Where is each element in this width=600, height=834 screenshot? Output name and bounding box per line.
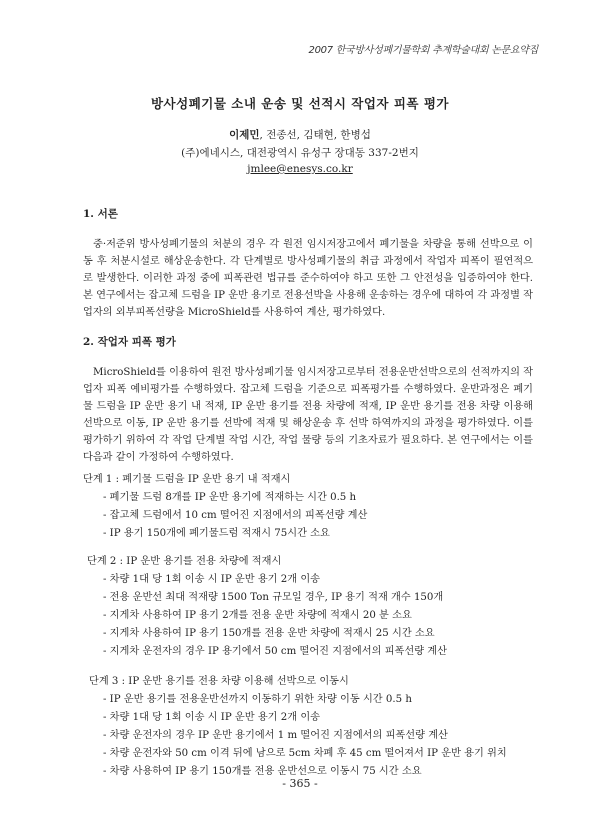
step-1-item: - 폐기물 드럼 8개를 IP 운반 용기에 적재하는 시간 0.5 h — [103, 492, 357, 503]
step-2-item: - 차량 1대 당 1회 이송 시 IP 운반 용기 2개 이송 — [103, 574, 321, 585]
section-2-paragraph: MicroShield를 이용하여 원전 방사성폐기물 임시저장고로부터 전용운반선박으로의 선적까지의 작업자 피폭 예비평가를 수행하였다. 잡고체 드럼을 기준으로 피폭평가를 수행하였다. 운반과정은 폐기물 드럼을 IP 운반 용기 내 적재, IP 운반 용기를 전용 차량에 적재, IP 운반 용기를 전용 차량 이용해 선박으로 이동, IP 운반 용기를 선박에 적재 및 해상운송 후 선박 하역까지의 과정을 평가하였다. 이를 평가하기 위하여 각 작업 단계별 작업 시간, 작업 물량 등의 기초자료가 필요하다. 본 연구에서는 이를 다음과 같이 가정하여 수행하였다. — [83, 367, 533, 464]
step-1-title: 단계 1 : 폐기물 드럼을 IP 운반 용기 내 적재시 — [83, 474, 291, 485]
step-3-item: - 차량 사용하여 IP 용기 150개를 전용 운반선으로 이동시 75 시간 소요 — [103, 766, 422, 777]
step-3-item: - 차량 운전자와 50 cm 이격 뒤에 남으로 5cm 차폐 후 45 cm 떨어져서 IP 운반 용기 위치 — [103, 748, 507, 759]
step-2-item: - 지게차 운전자의 경우 IP 용기에서 50 cm 떨어진 지점에서의 피폭선량 계산 — [103, 646, 447, 657]
step-1-item: - 잡고체 드럼에서 10 cm 떨어진 지점에서의 피폭선량 계산 — [103, 510, 368, 521]
step-2-item: - 전용 운반선 최대 적재량 1500 Ton 규모일 경우, IP 용기 적재 개수 150개 — [103, 592, 444, 603]
page-number: - 365 - — [282, 777, 318, 790]
author-list — [0, 127, 600, 142]
affiliation: (주)에네시스, 대전광역시 유성구 장대동 337-2번지 — [181, 147, 419, 159]
step-2-item: - 지게차 사용하여 IP 용기 150개를 전용 운반 차량에 적재시 25 시간 소요 — [103, 628, 435, 639]
step-1-item: - IP 용기 150개에 폐기물드럼 적재시 75시간 소요 — [103, 528, 330, 539]
section-1-paragraph: 중·저준위 방사성폐기물의 처분의 경우 각 원전 임시저장고에서 폐기물을 차량을 통해 선박으로 이동 후 처분시설로 해상운송한다. 각 단계별로 방사성폐기물의 취급 과정에서 작업자 피폭이 필연적으로 발생한다. 이러한 과정 중에 피폭관련 법규를 준수하여야 하고 또한 그 안전성을 입증하여야 한다. 본 연구에서는 잡고체 드럼을 IP 운반 용기로 전용선박을 사용해 운송하는 경우에 대하여 각 과정별 작업자의 외부피폭선량을 MicroShield를 사용하여 계산, 평가하였다. — [83, 239, 533, 319]
paper-title: 방사성폐기물 소내 운송 및 선적시 작업자 피폭 평가 — [150, 96, 450, 111]
section-2-heading: 2. 작업자 피폭 평가 — [83, 336, 176, 348]
step-3-title: 단계 3 : IP 운반 용기를 전용 차량 이용해 선박으로 이동시 — [89, 676, 349, 687]
co-authors: , 전종선, 김태현, 한병섭 — [259, 129, 371, 141]
email-line — [0, 163, 600, 175]
step-2-item: - 지게차 사용하여 IP 용기 2개를 전용 운반 차량에 적재시 20 분 소요 — [103, 610, 412, 621]
section-1-heading: 1. 서론 — [83, 208, 118, 220]
conference-header: 2007 한국방사성폐기물학회 추계학술대회 논문요약집 — [308, 45, 538, 56]
lead-author: 이제민 — [229, 129, 260, 141]
step-2-title: 단계 2 : IP 운반 용기를 전용 차량에 적재시 — [87, 556, 282, 567]
email-link[interactable]: jmlee@enesys.co.kr — [247, 163, 353, 175]
step-3-item: - 차량 1대 당 1회 이송 시 IP 운반 용기 2개 이송 — [103, 712, 321, 723]
step-3-item: - IP 운반 용기를 전용운반선까지 이동하기 위한 차량 이동 시간 0.5 h — [103, 694, 412, 705]
step-3-item: - 차량 운전자의 경우 IP 운반 용기에서 1 m 떨어진 지점에서의 피폭선량 계산 — [103, 730, 448, 741]
